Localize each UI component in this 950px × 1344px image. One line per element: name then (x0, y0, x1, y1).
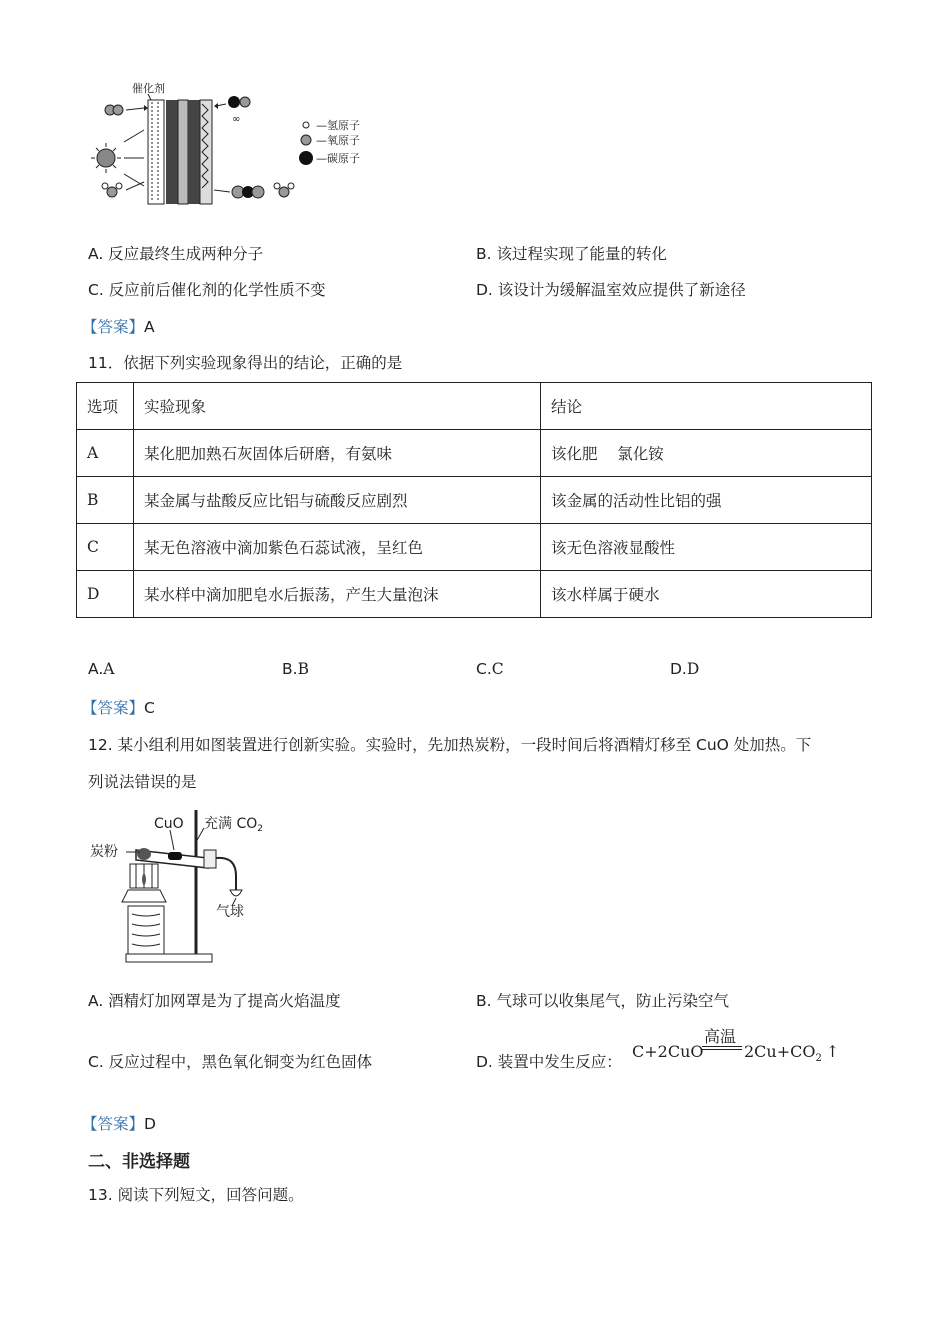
svg-text:∞: ∞ (232, 114, 241, 125)
table-cell: 某水样中滴加肥皂水后振荡，产生大量泡沫 (134, 571, 541, 618)
option-prefix: B. (282, 660, 298, 678)
option-text: D (686, 660, 700, 678)
table-header-row (77, 383, 872, 430)
table-row (77, 477, 872, 524)
option-prefix: C. (476, 660, 492, 678)
q12-stem-line1: 12. 某小组利用如图装置进行创新实验。实验时，先加热炭粉，一段时间后将酒精灯移至 CuO 处加热。下 (88, 736, 812, 754)
table-cell: 该金属的活动性比铝的强 (541, 477, 872, 524)
equation-condition: 高温 (704, 1027, 737, 1046)
table-cell: A (77, 430, 134, 477)
equation-equals (702, 1046, 742, 1050)
q12-equation (632, 1024, 842, 1068)
answer-label: 【答案】 (82, 1115, 145, 1133)
table-cell: 某金属与盐酸反应比铝与硫酸反应剧烈 (134, 477, 541, 524)
equation-left: C+2CuO (632, 1042, 704, 1061)
table-row (77, 571, 872, 618)
answer-label: 【答案】 (82, 318, 145, 336)
q11-answer (82, 696, 155, 718)
q12-stem-line2: 列说法错误的是 (88, 773, 197, 791)
option-prefix: A. (88, 660, 104, 678)
q10-option-b: B. 该过程实现了能量的转化 (476, 245, 667, 263)
table-row (77, 430, 872, 477)
table-cell: 该水样属于硬水 (541, 571, 872, 618)
option-text: B (297, 660, 309, 678)
q12-option-a: A. 酒精灯加网罩是为了提高火焰温度 (88, 992, 341, 1010)
q12-option-b: B. 气球可以收集尾气，防止污染空气 (476, 992, 729, 1010)
answer-value: D (144, 1115, 156, 1133)
apparatus-figure (86, 806, 286, 970)
q11-stem: 11．依据下列实验现象得出的结论，正确的是 (88, 354, 403, 372)
section-title: 二、非选择题 (88, 1152, 190, 1172)
header-cell: 选项 (77, 383, 134, 430)
q12-option-c: C. 反应过程中，黑色氧化铜变为红色固体 (88, 1053, 373, 1071)
option-text: C (491, 660, 504, 678)
answer-value: C (144, 699, 155, 717)
table-cell: 该无色溶液显酸性 (541, 524, 872, 571)
q12-answer (82, 1112, 156, 1134)
table-cell: 某化肥加熟石灰固体后研磨，有氨味 (134, 430, 541, 477)
q11-option-a (88, 660, 114, 678)
legend-hydrogen: —氢原子 (316, 119, 360, 132)
catalyst-diagram-svg (88, 78, 388, 210)
option-text: A (103, 660, 115, 678)
legend-oxygen: —氧原子 (316, 134, 360, 147)
table-row (77, 524, 872, 571)
label-cuo: CuO (154, 816, 184, 832)
table-cell: C (77, 524, 134, 571)
header-cell: 实验现象 (134, 383, 541, 430)
q10-option-a: A. 反应最终生成两种分子 (88, 245, 264, 263)
q12-option-d: D. 装置中发生反应： (476, 1053, 622, 1071)
catalyst-label: 催化剂 (132, 82, 165, 95)
q10-answer (82, 315, 155, 337)
label-co2: 充满 $CO_2$ (204, 816, 263, 834)
q11-option-b (282, 660, 309, 678)
q11-table (76, 382, 872, 618)
answer-value: A (144, 318, 155, 336)
apparatus-svg (86, 806, 286, 970)
table-cell: 该化肥 氯化铵 (541, 430, 872, 477)
q10-option-d: D. 该设计为缓解温室效应提供了新途径 (476, 281, 746, 299)
equation-right: $2Cu+CO_2$ ↑ (744, 1042, 840, 1065)
option-prefix: D. (670, 660, 687, 678)
table-cell: D (77, 571, 134, 618)
catalyst-diagram (88, 78, 388, 210)
legend-carbon: —碳原子 (316, 152, 360, 165)
label-balloon: 气球 (216, 904, 244, 920)
table-cell: 某无色溶液中滴加紫色石蕊试液，呈红色 (134, 524, 541, 571)
header-cell: 结论 (541, 383, 872, 430)
q10-option-c: C. 反应前后催化剂的化学性质不变 (88, 281, 326, 299)
table-cell: B (77, 477, 134, 524)
q13-stem: 13. 阅读下列短文，回答问题。 (88, 1186, 304, 1204)
answer-label: 【答案】 (82, 699, 145, 717)
q11-option-c (476, 660, 504, 678)
q11-option-d (670, 660, 699, 678)
label-carbon: 炭粉 (90, 844, 118, 860)
